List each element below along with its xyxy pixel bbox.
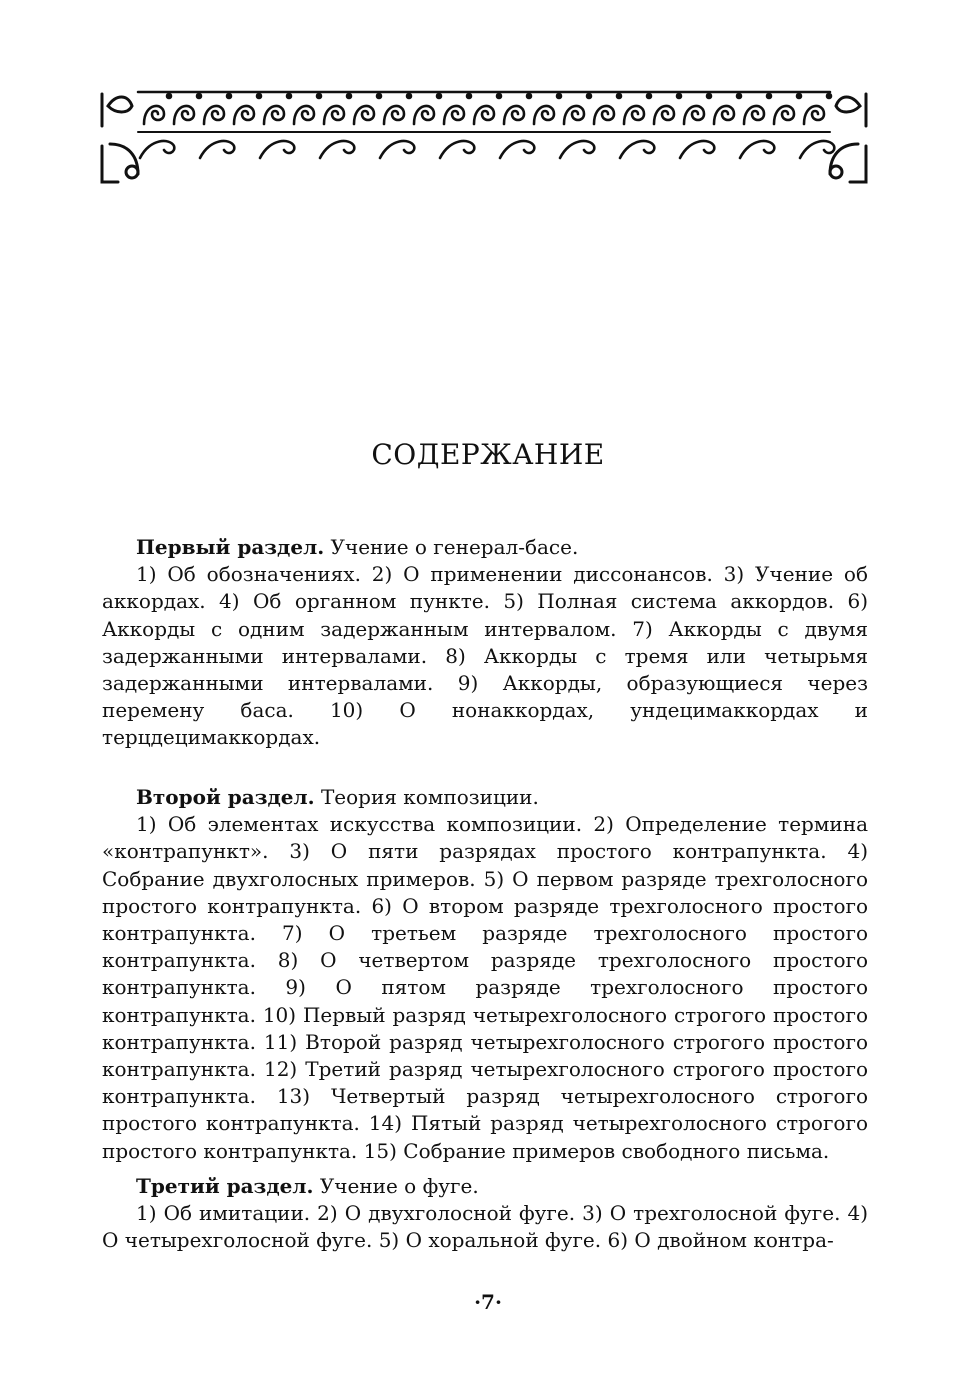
ornament-dot	[227, 94, 231, 98]
ornament-dot	[197, 94, 201, 98]
ornament-dot	[797, 94, 801, 98]
section-1	[102, 534, 868, 752]
section-2	[102, 784, 868, 1165]
ornament-lower-curl	[200, 141, 234, 158]
ornament-lower-curl	[380, 141, 414, 158]
ornament-scroll	[444, 106, 464, 124]
ornament-dot	[167, 94, 171, 98]
ornament-scroll	[144, 106, 164, 124]
ornament-dot	[257, 94, 261, 98]
ornament-dot	[827, 94, 831, 98]
ornament-lower-curl	[440, 141, 474, 158]
ornament-scroll	[774, 106, 794, 124]
ornament-lower-curl	[560, 141, 594, 158]
ornament-dot	[617, 94, 621, 98]
ornament-scroll	[534, 106, 554, 124]
ornament-lower-curl	[320, 141, 354, 158]
ornament-dot	[377, 94, 381, 98]
ornament-dot	[407, 94, 411, 98]
section-1-header	[102, 534, 868, 561]
ornament-dot	[647, 94, 651, 98]
ornament-scroll	[294, 106, 314, 124]
section-1-body: 1) Об обозначениях. 2) О применении диссонансов. 3) Учение об аккордах. 4) Об органном пункте. 5) Полная система аккордов. 6) Аккорды с одним задержанным интервалом. 7) Аккорды с двумя задержанными интервалами. 8) Аккорды с тремя или четырьмя задержанными интервалами. 9) Аккорды, образующиеся через перемену баса. 10) О нонаккордах, ундецимаккордах и терцдецимаккордах.	[102, 562, 868, 750]
section-3	[102, 1173, 868, 1255]
ornament-dot	[287, 94, 291, 98]
ornament-scroll	[714, 106, 734, 124]
ornament-dot	[587, 94, 591, 98]
ornament-scroll	[504, 106, 524, 124]
decorative-border-ornament-icon	[98, 86, 870, 186]
ornament-dot	[677, 94, 681, 98]
ornament-lower-curl	[680, 141, 714, 158]
section-2-subtitle: Теория композиции.	[320, 785, 539, 809]
ornament-scroll	[324, 106, 344, 124]
ornament-scroll	[654, 106, 674, 124]
section-1-heading: Первый раздел.	[136, 535, 325, 559]
ornament-dot	[767, 94, 771, 98]
ornament-scroll	[354, 106, 374, 124]
ornament-scroll	[804, 106, 824, 124]
ornament-dot	[557, 94, 561, 98]
ornament-lower-curl	[740, 141, 774, 158]
section-2-heading: Второй раздел.	[136, 785, 315, 809]
ornament-scroll	[204, 106, 224, 124]
ornament-scroll	[384, 106, 404, 124]
ornament-dot	[497, 94, 501, 98]
ornament-scroll	[414, 106, 434, 124]
section-2-header	[102, 784, 868, 811]
ornament-dot	[737, 94, 741, 98]
ornament-scroll	[684, 106, 704, 124]
ornament-scroll	[744, 106, 764, 124]
section-2-body: 1) Об элементах искусства композиции. 2) Определение термина «контрапункт». 3) О пяти разрядах простого контрапункта. 4) Собрание двухголосных примеров. 5) О первом разряде трехголосного простого контрапункта. 6) О втором разряде трехголосного простого контрапункта. 7) О третьем разряде трехголосного простого контрапункта. 8) О четвертом разряде трехголосного простого контрапункта. 9) О пятом разряде трехголосного простого контрапункта. 10) Первый разряд четырехголосного строгого простого контрапункта. 11) Второй разряд четырехголосного строгого простого контрапункта. 12) Третий разряд четырехголосного строгого простого контрапункта. 13) Четвертый разряд четырехголосного строгого простого контрапункта. 14) Пятый разряд четырехголосного строгого простого контрапункта. 15) Собрание примеров свободного письма.	[102, 812, 868, 1163]
section-3-body: 1) Об имитации. 2) О двухголосной фуге. 3) О трехголосной фуге. 4) О четырехголосной фуге. 5) О хоральной фуге. 6) О двойном контра-	[102, 1201, 868, 1253]
section-1-subtitle: Учение о генерал-басе.	[330, 535, 579, 559]
page-number: ·7·	[474, 1290, 502, 1314]
ornament-dot	[527, 94, 531, 98]
ornament-dot	[707, 94, 711, 98]
ornament-dot	[347, 94, 351, 98]
ornament-scroll	[624, 106, 644, 124]
ornament-lower-curl	[620, 141, 654, 158]
ornament-dot	[437, 94, 441, 98]
ornament-lower-curl	[800, 141, 834, 158]
section-3-heading: Третий раздел.	[136, 1174, 314, 1198]
ornament-dot	[317, 94, 321, 98]
page-title: СОДЕРЖАНИЕ	[371, 438, 605, 471]
ornament-scroll	[234, 106, 254, 124]
ornament-scroll	[594, 106, 614, 124]
ornament-scroll	[564, 106, 584, 124]
ornament-scroll	[264, 106, 284, 124]
section-3-subtitle: Учение о фуге.	[319, 1174, 479, 1198]
ornament-scroll	[474, 106, 494, 124]
ornament-scroll	[174, 106, 194, 124]
ornament-lower-curl	[260, 141, 294, 158]
ornament-dot	[467, 94, 471, 98]
ornament-lower-curl	[140, 141, 174, 158]
section-3-header	[102, 1173, 868, 1200]
ornament-lower-curl	[500, 141, 534, 158]
